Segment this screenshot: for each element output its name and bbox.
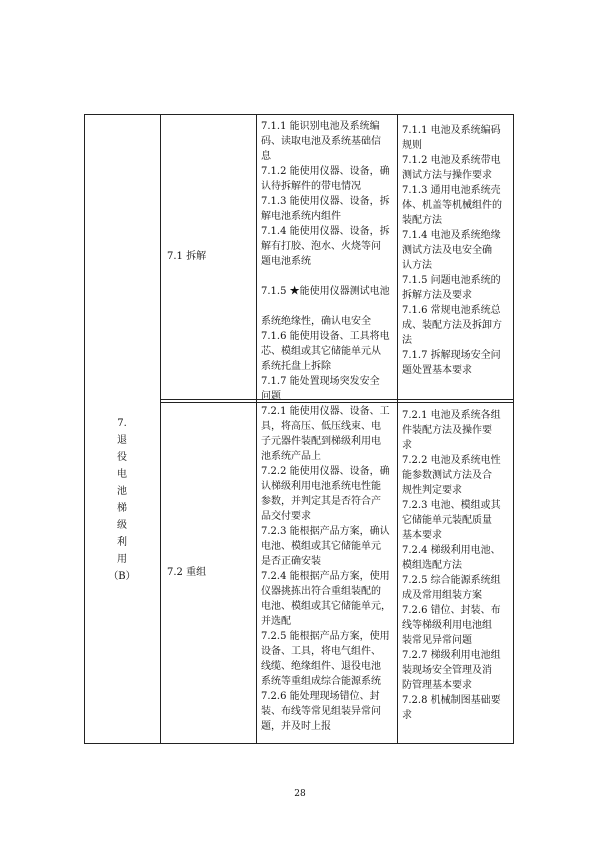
page-number: 28 <box>294 789 306 799</box>
unit-name-7-2: 7.2 重组 <box>167 567 207 578</box>
module-title: 7. 退 役 电 池 梯 级 利 用 （B） <box>108 418 136 582</box>
skill-requirements-7-1: 7.1.1 能识别电池及系统编 码、读取电池及系统基础信 息 7.1.2 能使用仪器、设备，确 认待拆解件的带电情况 7.1.3 能使用仪器、设备，拆 解电池系统内组件 7.1.4 能使用仪器、设备，拆 解有打胶、泡水、火烧等问 题电池系统 7.1.5 ★能使用仪器测试电池 系统绝缘性，确认电安全 7.1.6 能使用设备、工具将电 芯、模组或其它储能单元从 系统托盘上拆除 7.1.7 能处置现场突发安全 问题 <box>261 121 390 402</box>
unit-name-7-1: 7.1 拆解 <box>167 251 207 262</box>
knowledge-requirements-7-2: 7.2.1 电池及系统各组 件装配方法及操作要 求 7.2.2 电池及系统电性 能参数测试方法及合 规性判定要求 7.2.3 电池、模组或其 它储能单元装配质量 基本要求 7.2.4 梯级利用电池、 模组选配方法 7.2.5 综合能源系统组 成及常用组装方案 7.2.6 错位、封装、布 线等梯级利用电池组 装常见异常问题 7.2.7 梯级利用电池组 装现场安全管理及消 防管理基本要求 7.2.8 机械制图基础要 求 <box>402 410 501 721</box>
knowledge-requirements-7-1: 7.1.1 电池及系统编码 规则 7.1.2 电池及系统带电 测试方法与操作要求 7.1.3 通用电池系统壳 体、机盖等机械组件的 装配方法 7.1.4 电池及系统绝缘 测试方法及电安全确 认方法 7.1.5 问题电池系统的 拆解方法及要求 7.1.6 常规电池系统总 成、装配方法及拆卸方 法 7.1.7 拆解现场安全问 题处置基本要求 <box>402 125 502 376</box>
competency-table <box>84 114 514 744</box>
column-divider <box>160 115 161 743</box>
column-divider <box>397 115 398 743</box>
skill-requirements-7-2: 7.2.1 能使用仪器、设备、工 具，将高压、低压线束、电 子元器件装配到梯级利用电 池系统产品上 7.2.2 能使用仪器、设备，确 认梯级利用电池系统电性能 参数，并判定其是否符合产 品交付要求 7.2.3 能根据产品方案，确认 电池、模组或其它储能单元 是否正确安装 7.2.4 能根据产品方案，使用 仪器挑拣出符合重组装配的 电池、模组或其它储能单元， 并选配 7.2.5 能根据产品方案，使用 设备、工具，将电气组件、 线缆、绝缘组件、退役电池 系统等重组成综合能源系统 7.2.6 能处理现场错位、封 装、布线等常见组装异常问 题，并及时上报 <box>261 406 391 732</box>
column-divider <box>256 115 257 743</box>
